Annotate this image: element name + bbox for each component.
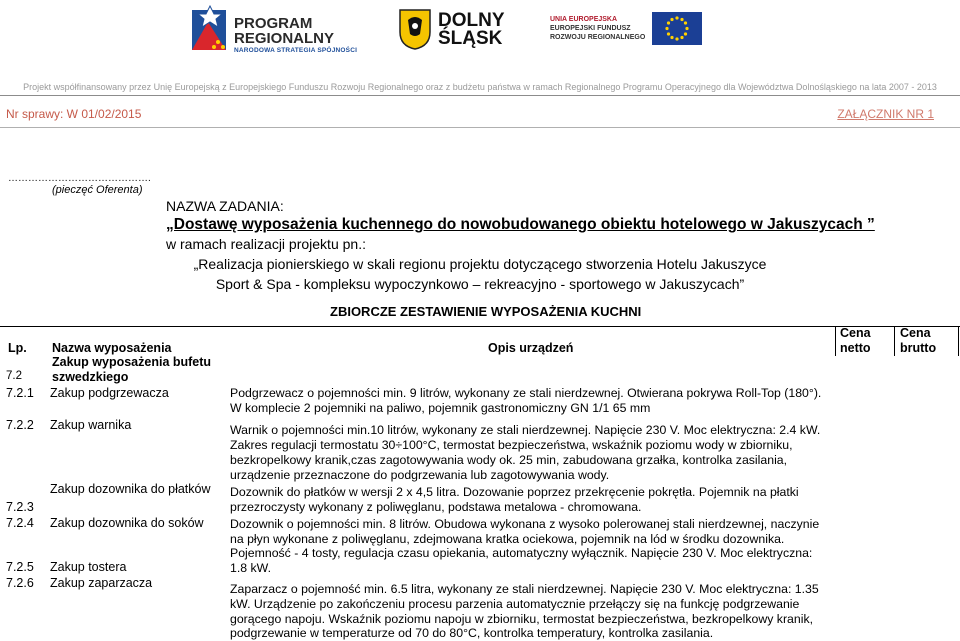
group-name-line1: Zakup wyposażenia bufetu xyxy=(52,355,212,369)
row-desc-4-1: Dozownik o pojemności min. 8 litrów. Obudowa wykonana z wysoko polerowanej stali nierdzewnej, naczynie xyxy=(230,517,820,531)
stamp-label: (pieczęć Oferenta) xyxy=(52,184,143,196)
eu-flag-icon xyxy=(652,12,702,45)
slask-line: ŚLĄSK xyxy=(438,28,503,49)
task-title: „Dostawę wyposażenia kuchennego do nowobudowanego obiektu hotelowego w Jakuszycach ” xyxy=(166,216,875,233)
group-name-line2: szwedzkiego xyxy=(52,370,129,384)
program-sub: NARODOWA STRATEGIA SPÓJNOŚCI xyxy=(234,47,358,54)
dolny-slask-logo xyxy=(398,6,518,52)
group-lp: 7.2 xyxy=(6,370,22,382)
row-name-6: Zakup zaparzacza xyxy=(50,576,153,590)
row-desc-6-4: podgrzewanie w temperaturze od 70 do 80°C, kontrolka temperatury, kontrolka zasilania. xyxy=(230,626,714,640)
row-desc-1-1: Podgrzewacz o pojemności min. 9 litrów, wykonany ze stali nierdzewnej. Otwierana pokrywa Roll-Top (180°). xyxy=(230,386,822,400)
row-desc-4-2: na płyn wykonane z poliwęglanu, zdejmowana kratka ociekowa, pojemnik na lód w środku dozownika. xyxy=(230,532,785,546)
row-desc-3-2: przezroczysty wykonany z poliwęglanu, podstawa metalowa - chromowana. xyxy=(230,500,642,514)
program-regionalny-emblem-icon xyxy=(188,4,230,54)
row-lp-1: 7.2.1 xyxy=(6,386,34,400)
row-name-5: Zakup tostera xyxy=(50,560,127,574)
header-desc: Opis urządzeń xyxy=(488,341,574,355)
row-desc-2-4: urządzenie przeznaczone do podgrzewania lub zagotowywania wody. xyxy=(230,468,610,482)
row-desc-6-1: Zaparzacz o pojemność min. 6.5 litra, wykonany ze stali nierdzewnej. Napięcie 230 V. Moc elektryczna: 1.35 xyxy=(230,582,819,596)
header-divider xyxy=(0,95,960,96)
section-title: ZBIORCZE ZESTAWIENIE WYPOSAŻENIA KUCHNI xyxy=(330,304,642,319)
row-desc-3-1: Dozownik do płatków w wersji 2 x 4,5 litra. Dozowanie poprzez przekręcenie pokrętła. Pojemnik na płatki xyxy=(230,485,799,499)
program-regionalny-logo xyxy=(188,4,368,54)
task-subtitle: w ramach realizacji projektu pn.: xyxy=(166,236,366,252)
project-line2: Sport & Spa - kompleksu wypoczynkowo – rekreacyjno - sportowego w Jakuszycach” xyxy=(215,276,745,292)
header-net: Cena netto xyxy=(840,326,871,355)
row-desc-6-2: kW. Urządzenie po zakończeniu procesu parzenia automatycznie przełączy się na funkcję podgrzewanie xyxy=(230,597,800,611)
task-label: NAZWA ZADANIA: xyxy=(166,198,284,214)
annex-label: ZAŁĄCZNIK NR 1 xyxy=(837,107,934,121)
row-name-3: Zakup dozownika do płatków xyxy=(50,482,211,496)
program-line1: PROGRAM xyxy=(234,15,313,32)
row-name-2: Zakup warnika xyxy=(50,418,132,432)
row-desc-5-2: 1.8 kW. xyxy=(230,561,272,575)
col-divider-gross xyxy=(894,326,895,356)
eu-line3: ROZWOJU REGIONALNEGO xyxy=(550,34,646,41)
row-desc-2-3: bezkropelkowy kranik,czas zagotowywania wody ok. 25 min, zabudowana grzałka, kontrolka zasilania, xyxy=(230,453,788,467)
row-lp-4: 7.2.4 xyxy=(6,516,34,530)
row-desc-2-1: Warnik o pojemności min.10 litrów, wykonany ze stali nierdzewnej. Napięcie 230 V. Moc elektryczna: 2.4 kW. xyxy=(230,423,821,437)
row-lp-5: 7.2.5 xyxy=(6,560,34,574)
row-lp-6: 7.2.6 xyxy=(6,576,34,590)
table-top-border xyxy=(0,326,960,327)
row-lp-2: 7.2.2 xyxy=(6,418,34,432)
col-divider-net xyxy=(835,326,836,356)
row-name-1: Zakup podgrzewacza xyxy=(50,386,169,400)
dolny-slask-shield-icon xyxy=(398,8,432,50)
eu-logo xyxy=(550,10,710,44)
row-desc-2-2: Zakres regulacji termostatu 30÷100°C, termostat bezpieczeństwa, wskaźnik poziomu wody w zbiorniku, xyxy=(230,438,793,452)
header-name: Nazwa wyposażenia xyxy=(52,341,172,355)
header-gross: Cena brutto xyxy=(900,326,937,355)
eu-line2: EUROPEJSKI FUNDUSZ xyxy=(550,25,631,32)
row-desc-5-1: Pojemność - 4 tosty, regulacja czasu opiekania, automatyczny wyłącznik. Napięcie 230 V. Moc elektryczna: xyxy=(230,546,813,560)
program-line2: REGIONALNY xyxy=(234,30,335,47)
project-name xyxy=(130,254,830,294)
dolny-line: DOLNY xyxy=(438,10,505,31)
funding-note: Projekt współfinansowany przez Unię Europejską z Europejskiego Funduszu Rozwoju Regionalnego oraz z budżetu państwa w ramach Regionalnego Programu Operacyjnego dla Województwa Dolnośląskiego na lata 2007 - 2013 xyxy=(23,82,937,92)
row-desc-6-3: gorącego napoju. Wskaźnik poziomu napoju w zbiorniku, termostat bezpieczeństwa, bezkropelkowy kranik, xyxy=(230,612,814,626)
row-lp-3: 7.2.3 xyxy=(6,500,34,514)
project-line1: „Realizacja pionierskiego w skali regionu projektu dotyczącego stworzenia Hotelu Jakuszyce xyxy=(193,256,767,272)
table-right-border xyxy=(958,326,959,356)
eu-line1: UNIA EUROPEJSKA xyxy=(550,16,618,23)
row-desc-1-2: W komplecie 2 pojemniki na paliwo, pojemnik gastronomiczny GN 1/1 65 mm xyxy=(230,401,651,415)
header-lp: Lp. xyxy=(8,341,27,355)
case-number: Nr sprawy: W 01/02/2015 xyxy=(6,107,142,121)
row-name-4: Zakup dozownika do soków xyxy=(50,516,204,530)
subheader-divider xyxy=(0,127,960,128)
stamp-dots: ……………………………………. xyxy=(8,173,151,184)
